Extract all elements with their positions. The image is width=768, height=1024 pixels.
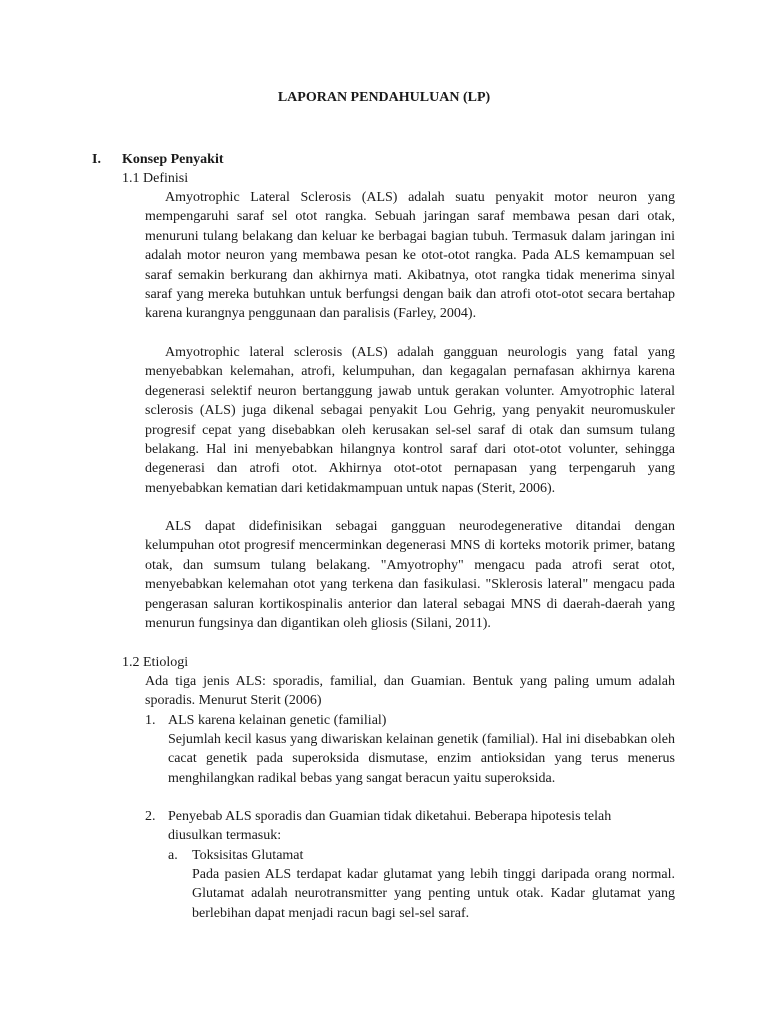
- list-number-2: 2.: [145, 809, 156, 824]
- list-item-1-title: ALS karena kelainan genetic (familial): [168, 713, 387, 728]
- section-heading: Konsep Penyakit: [122, 152, 224, 167]
- section-number: I.: [92, 152, 101, 167]
- sublist-letter-a: a.: [168, 848, 178, 863]
- sublist-a-title: Toksisitas Glutamat: [192, 848, 304, 863]
- definisi-heading: 1.1 Definisi: [122, 171, 189, 186]
- list-item-2-text: Penyebab ALS sporadis dan Guamian tidak diketahui. Beberapa hipotesis telah diusulkan termasuk:: [168, 809, 612, 844]
- definisi-paragraph-1: Amyotrophic Lateral Sclerosis (ALS) adalah suatu penyakit motor neuron yang mempengaruhi saraf sel otot rangka. Sebuah jaringan saraf membawa pesan dari otak, menuruni tulang belakang dan keluar ke berbagai bagian tubuh. Termasuk dalam jaringan ini adalah motor neuron yang membawa pesan ke otot-otot rangka. Pada ALS kemampuan sel saraf semakin berkurang dan akhirnya mati. Akibatnya, otot rangka tidak menerima sinyal saraf yang mereka butuhkan untuk berfungsi dengan baik dan atrofi otot-otot secara bertahap karena kurangnya penggunaan dan paralisis (Farley, 2004).: [145, 190, 675, 322]
- definisi-paragraph-3: ALS dapat didefinisikan sebagai gangguan neurodegenerative ditandai dengan kelumpuhan otot progresif mencerminkan degenerasi MNS di korteks motorik primer, batang otak, dan sumsum tulang belakang. "Amyotrophy" mengacu pada atrofi serat otot, menyebabkan kelemahan otot yang terkena dan fasikulasi. "Sklerosis lateral" mengacu pada pengerasan saluran kortikospinalis anterior dan lateral sebagai MNS di daerah-daerah yang menurun fungsinya dan digantikan oleh gliosis (Silani, 2011).: [145, 519, 675, 632]
- sublist-a-text: Pada pasien ALS terdapat kadar glutamat yang lebih tinggi daripada orang normal. Glutamat adalah neurotransmitter yang penting untuk otak. Kadar glutamat yang berlebihan dapat menjadi racun bagi sel-sel saraf.: [192, 867, 675, 921]
- definisi-paragraph-2: Amyotrophic lateral sclerosis (ALS) adalah gangguan neurologis yang fatal yang menyebabkan kelemahan, atrofi, kelumpuhan, dan kegagalan pernafasan akhirnya karena degenerasi selektif neuron bertanggung jawab untuk gerakan volunter. Amyotrophic lateral sclerosis (ALS) juga dikenal sebagai penyakit Lou Gehrig, yang penyakit neuromuskuler progresif cepat yang disebabkan oleh kerusakan sel-sel saraf di otak dan sumsum tulang belakang. Hal ini menyebabkan hilangnya kontrol saraf dari otot-otot volunter, sehingga degenerasi dan atrofi otot. Akhirnya otot-otot pernapasan yang terpengaruh yang menyebabkan kematian dari ketidakmampuan untuk napas (Sterit, 2006).: [145, 345, 675, 496]
- document-title: LAPORAN PENDAHULUAN (LP): [277, 90, 491, 105]
- list-item-1-text: Sejumlah kecil kasus yang diwariskan kelainan genetik (familial). Hal ini disebabkan oleh cacat genetik pada superoksida dismutase, enzim antioksidan yang terus menerus menghilangkan radikal bebas yang sangat beracun yaitu superoksida.: [168, 732, 675, 786]
- etiologi-intro: Ada tiga jenis ALS: sporadis, familial, dan Guamian. Bentuk yang paling umum adalah sporadis. Menurut Sterit (2006): [145, 674, 675, 709]
- list-number-1: 1.: [145, 713, 156, 728]
- etiologi-heading: 1.2 Etiologi: [122, 655, 189, 670]
